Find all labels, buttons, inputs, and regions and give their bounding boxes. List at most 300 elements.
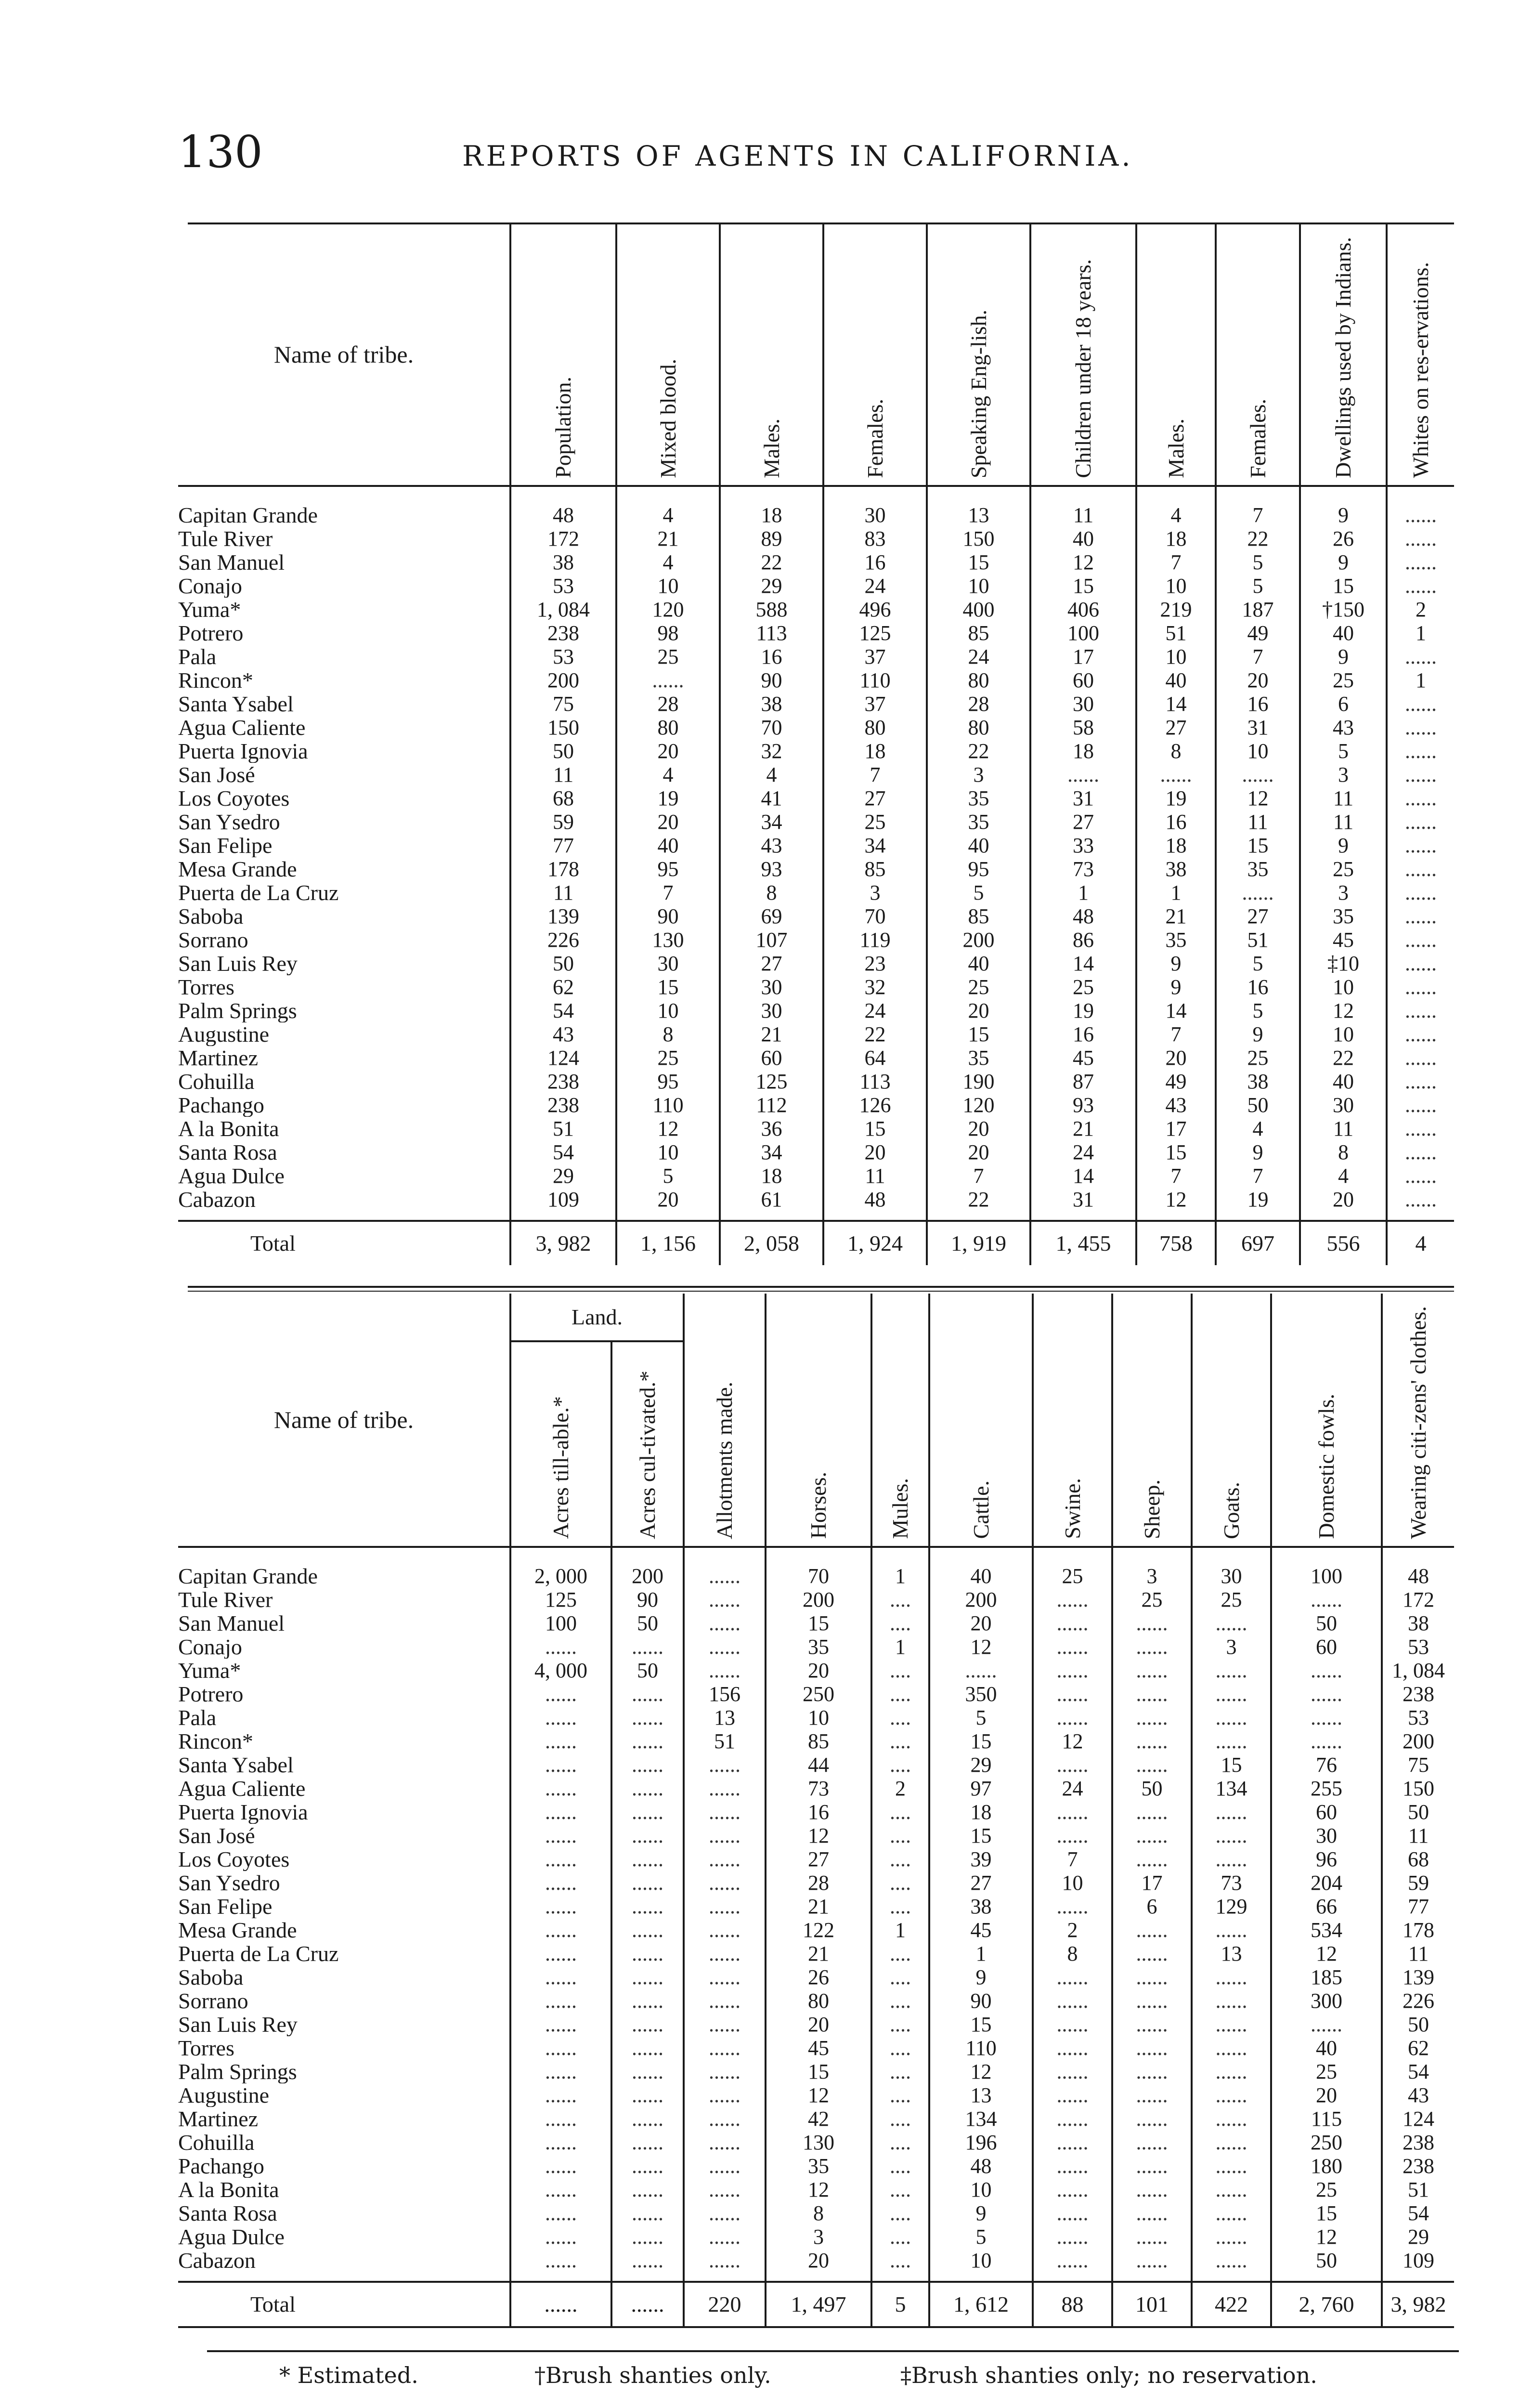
table-cell: ...... (510, 1729, 611, 1753)
table-cell: 48 (1030, 904, 1136, 928)
table-cell: ...... (510, 1942, 611, 1965)
table-cell: 9 (929, 2201, 1033, 2225)
table-cell: 1, 084 (510, 598, 616, 621)
table-cell: 100 (510, 1611, 611, 1635)
table-cell: ...... (684, 2249, 766, 2282)
table-cell: 42 (766, 2107, 871, 2131)
table-cell: 7 (1136, 1164, 1216, 1188)
table-cell: ...... (1192, 1918, 1271, 1942)
table-cell: ...... (1192, 1706, 1271, 1729)
table-cell: 12 (1271, 1942, 1382, 1965)
table-cell: ...... (1033, 1965, 1112, 1989)
table-cell: ...... (1033, 1588, 1112, 1611)
table-cell: 29 (929, 1753, 1033, 1777)
table-cell: 20 (927, 1140, 1030, 1164)
table-cell: 27 (720, 952, 823, 975)
table-cell: 122 (766, 1918, 871, 1942)
table-cell: 54 (510, 999, 616, 1022)
table-cell: ...... (684, 1659, 766, 1682)
table-cell: ...... (510, 1871, 611, 1895)
table-row (178, 1918, 1454, 1942)
footnote-estimated: * Estimated. (279, 2362, 418, 2388)
table-cell: 95 (616, 857, 720, 881)
table-cell: 150 (1382, 1777, 1454, 1800)
table-cell: 1 (1387, 621, 1454, 645)
table-cell: 89 (720, 527, 823, 550)
table-cell: 17 (1030, 645, 1136, 668)
table-cell: ...... (1112, 1611, 1192, 1635)
table-cell: 130 (766, 2131, 871, 2154)
table-cell: 48 (823, 1188, 927, 1221)
table-row (178, 1588, 1454, 1611)
tribe-name-cell: Mesa Grande (178, 857, 297, 881)
table-row (178, 786, 1454, 810)
table-cell: 20 (616, 739, 720, 763)
table-cell: ...... (684, 2154, 766, 2178)
table-cell: ...... (611, 1847, 684, 1871)
table-cell: ...... (1112, 2178, 1192, 2201)
table-cell: 20 (1216, 668, 1300, 692)
table-cell: ...... (1387, 1188, 1454, 1221)
table-cell: 70 (823, 904, 927, 928)
table-cell: 80 (823, 716, 927, 739)
table-cell: 66 (1271, 1895, 1382, 1918)
table-cell: .... (871, 1611, 929, 1635)
table-cell: ...... (1271, 1706, 1382, 1729)
table-cell: 50 (1112, 1777, 1192, 1800)
table-cell: 80 (927, 716, 1030, 739)
table-cell: 80 (927, 668, 1030, 692)
table-cell: 30 (1300, 1093, 1387, 1117)
table-cell: 5 (1216, 574, 1300, 598)
table-cell: ...... (1192, 1611, 1271, 1635)
table-cell: ...... (1387, 1070, 1454, 1093)
table-cell: 3 (1300, 763, 1387, 786)
table-cell: ...... (929, 1659, 1033, 1682)
table-row (178, 928, 1454, 952)
table-cell: 34 (720, 1140, 823, 1164)
table-cell: ...... (1136, 763, 1216, 786)
col-header-sheep: Sheep. (1112, 1294, 1192, 1547)
table-cell: 125 (720, 1070, 823, 1093)
agriculture-table-body (178, 1547, 1454, 2327)
table-cell: ...... (510, 1847, 611, 1871)
table-cell: 18 (929, 1800, 1033, 1824)
table-cell: .... (871, 2249, 929, 2282)
table-cell: 20 (766, 1659, 871, 1682)
table-cell: 25 (616, 645, 720, 668)
table-cell: 112 (720, 1093, 823, 1117)
total-cell: 3, 982 (510, 1221, 616, 1265)
table-row (178, 2083, 1454, 2107)
table-cell: ...... (611, 1871, 684, 1895)
table-cell: 24 (823, 574, 927, 598)
table-cell: †150 (1300, 598, 1387, 621)
table-cell: 496 (823, 598, 927, 621)
population-table (178, 224, 1454, 1265)
tribe-name-cell: Pachango (178, 1093, 264, 1117)
table-row (178, 904, 1454, 928)
page-number: 130 (178, 126, 263, 178)
table-cell: 27 (1030, 810, 1136, 834)
table-cell: 15 (929, 1824, 1033, 1847)
table-row (178, 1895, 1454, 1918)
table-cell: .... (871, 1729, 929, 1753)
table-cell: ...... (611, 2201, 684, 2225)
table-cell: 2 (1387, 598, 1454, 621)
table-cell: 11 (1382, 1942, 1454, 1965)
table-cell: 98 (616, 621, 720, 645)
table-cell: 5 (929, 2225, 1033, 2249)
table-cell: ...... (510, 2083, 611, 2107)
table-divider-rule (188, 1286, 1454, 1288)
table-cell: 100 (1271, 1547, 1382, 1588)
table-cell: 20 (766, 2013, 871, 2036)
table-cell: 21 (766, 1942, 871, 1965)
table-cell: .... (871, 1871, 929, 1895)
table-cell: 12 (1216, 786, 1300, 810)
col-header-acres-cultivated: Acres cul-tivated.* (611, 1341, 684, 1546)
tribe-name-cell: San Ysedro (178, 1871, 280, 1895)
table-cell: 180 (1271, 2154, 1382, 2178)
table-row (178, 1706, 1454, 1729)
table-cell: .... (871, 2225, 929, 2249)
table-row (178, 999, 1454, 1022)
table-cell: 200 (611, 1547, 684, 1588)
table-cell: 13 (1192, 1942, 1271, 1965)
table-cell: ...... (611, 1989, 684, 2013)
table-cell: 38 (1382, 1611, 1454, 1635)
table-cell: 50 (1382, 1800, 1454, 1824)
table-cell: 35 (1300, 904, 1387, 928)
table-cell: ...... (684, 1588, 766, 1611)
table-cell: 25 (1300, 857, 1387, 881)
total-row (178, 1221, 1454, 1265)
col-header-population: Population. (510, 224, 616, 486)
col-header-domestic-fowls: Domestic fowls. (1271, 1294, 1382, 1547)
table-cell: ...... (1112, 1847, 1192, 1871)
table-cell: 200 (927, 928, 1030, 952)
table-row (178, 2249, 1454, 2282)
table-cell: 25 (1192, 1588, 1271, 1611)
tribe-name-cell: Pala (178, 1705, 217, 1729)
col-header-horses: Horses. (766, 1294, 871, 1547)
table-row (178, 1611, 1454, 1635)
table-cell: 156 (684, 1682, 766, 1706)
tribe-name-cell: Agua Dulce (178, 1164, 285, 1188)
table-cell: ...... (1387, 999, 1454, 1022)
tribe-name-cell: Potrero (178, 1682, 244, 1706)
table-row (178, 2060, 1454, 2083)
col-header-acres-tillable: Acres till-able.* (510, 1341, 611, 1546)
table-row (178, 550, 1454, 574)
table-cell: ...... (611, 2154, 684, 2178)
table-cell: 14 (1030, 952, 1136, 975)
table-cell: 406 (1030, 598, 1136, 621)
table-row (178, 2201, 1454, 2225)
table-cell: 20 (927, 999, 1030, 1022)
table-cell: ...... (1112, 2131, 1192, 2154)
table-cell: 6 (1112, 1895, 1192, 1918)
table-cell: 25 (1216, 1046, 1300, 1070)
tribe-name-cell: Palm Springs (178, 998, 297, 1022)
tribe-name-cell: Los Coyotes (178, 1847, 290, 1871)
table-cell: 20 (1300, 1188, 1387, 1221)
table-cell: ...... (1192, 1800, 1271, 1824)
table-cell: 226 (1382, 1989, 1454, 2013)
table-cell: ...... (1112, 2013, 1192, 2036)
footnote-brush-shanties: †Brush shanties only. (534, 2362, 771, 2388)
table-cell: 124 (1382, 2107, 1454, 2131)
table-cell: 18 (1136, 527, 1216, 550)
table-cell: 9 (1216, 1022, 1300, 1046)
table-row (178, 1164, 1454, 1188)
table-cell: 3 (766, 2225, 871, 2249)
table-row (178, 2131, 1454, 2154)
table-cell: ‡10 (1300, 952, 1387, 975)
table-row (178, 2178, 1454, 2201)
table-cell: 21 (1030, 1117, 1136, 1140)
table-cell: 90 (616, 904, 720, 928)
table-cell: 19 (1030, 999, 1136, 1022)
tribe-name-cell: Agua Caliente (178, 715, 306, 739)
table-cell: 85 (927, 621, 1030, 645)
table-cell: 32 (823, 975, 927, 999)
table-cell: 20 (1136, 1046, 1216, 1070)
col-header-mules: Mules. (871, 1294, 929, 1547)
table-cell: 185 (1271, 1965, 1382, 1989)
table-cell: ...... (1387, 550, 1454, 574)
table-cell: 35 (927, 1046, 1030, 1070)
table-cell: 21 (616, 527, 720, 550)
tribe-name-cell: San Felipe (178, 1894, 273, 1918)
table-cell: ...... (1216, 763, 1300, 786)
table-cell: 18 (720, 486, 823, 527)
tribe-name-cell: Potrero (178, 621, 244, 645)
table-cell: 50 (1271, 1611, 1382, 1635)
tribe-name-cell: San José (178, 1823, 255, 1847)
table-row (178, 598, 1454, 621)
table-cell: 30 (720, 999, 823, 1022)
table-cell: ...... (1112, 1635, 1192, 1659)
table-cell: 21 (766, 1895, 871, 1918)
table-cell: 49 (1216, 621, 1300, 645)
table-cell: 70 (766, 1547, 871, 1588)
tribe-name-cell: Pachango (178, 2154, 264, 2178)
table-cell: 31 (1030, 1188, 1136, 1221)
table-cell: 10 (1300, 975, 1387, 999)
table-cell: ...... (684, 1895, 766, 1918)
table-cell: 90 (720, 668, 823, 692)
table-cell: 80 (766, 1989, 871, 2013)
table-cell: 90 (929, 1989, 1033, 2013)
table-cell: 27 (1136, 716, 1216, 739)
table-cell: 1 (871, 1547, 929, 1588)
table-cell: 60 (1030, 668, 1136, 692)
table-cell: ...... (684, 2131, 766, 2154)
table-cell: 11 (823, 1164, 927, 1188)
table-cell: ...... (1112, 2201, 1192, 2225)
table-cell: ...... (1387, 786, 1454, 810)
table-cell: ...... (1387, 1022, 1454, 1046)
table-cell: ...... (1112, 1918, 1192, 1942)
table-cell: 28 (927, 692, 1030, 716)
table-row (178, 857, 1454, 881)
table-cell: 124 (510, 1046, 616, 1070)
tribe-name-cell: San Luis Rey (178, 951, 298, 975)
table-cell: 58 (1030, 716, 1136, 739)
table-cell: ...... (510, 1965, 611, 1989)
tribe-name-cell: Santa Ysabel (178, 1753, 294, 1777)
table-cell: ...... (1387, 857, 1454, 881)
table-cell: ...... (1033, 2107, 1112, 2131)
table-row (178, 2107, 1454, 2131)
table-cell: 43 (1136, 1093, 1216, 1117)
table-cell: ...... (1387, 486, 1454, 527)
table-row (178, 1800, 1454, 1824)
table-cell: .... (871, 2036, 929, 2060)
table-cell: 45 (1300, 928, 1387, 952)
table-cell: 85 (823, 857, 927, 881)
table-cell: ...... (1216, 881, 1300, 904)
table-cell: ...... (1192, 1847, 1271, 1871)
table-cell: ...... (611, 1753, 684, 1777)
table-cell: 16 (720, 645, 823, 668)
table-cell: 109 (1382, 2249, 1454, 2282)
table-cell: 12 (1271, 2225, 1382, 2249)
tribe-name-cell: Santa Rosa (178, 2201, 277, 2225)
table-cell: 1 (1030, 881, 1136, 904)
table-cell: ...... (1271, 2013, 1382, 2036)
table-cell: 110 (616, 1093, 720, 1117)
tribe-name-cell: Santa Ysabel (178, 692, 294, 716)
table-cell: 50 (611, 1659, 684, 1682)
table-cell: 10 (616, 999, 720, 1022)
table-cell: 32 (720, 739, 823, 763)
table-cell: .... (871, 2060, 929, 2083)
table-cell: ...... (1387, 1046, 1454, 1070)
table-cell: ...... (510, 2201, 611, 2225)
table-cell: 8 (1033, 1942, 1112, 1965)
table-cell: 3 (1192, 1635, 1271, 1659)
table-cell: .... (871, 2013, 929, 2036)
table-cell: 19 (1136, 786, 1216, 810)
table-cell: 110 (929, 2036, 1033, 2060)
table-cell: 4 (616, 486, 720, 527)
table-cell: 53 (510, 645, 616, 668)
table-cell: 29 (1382, 2225, 1454, 2249)
table-cell: ...... (1192, 2060, 1271, 2083)
table-cell: 9 (1300, 486, 1387, 527)
table-cell: 119 (823, 928, 927, 952)
total-cell: 697 (1216, 1221, 1300, 1265)
col-header-mixed-blood: Mixed blood. (616, 224, 720, 486)
table-cell: 5 (1216, 952, 1300, 975)
table-cell: 1, 084 (1382, 1659, 1454, 1682)
table-cell: 25 (1300, 668, 1387, 692)
col-header-children-females: Females. (1216, 224, 1300, 486)
table-cell: 219 (1136, 598, 1216, 621)
table-cell: ...... (1033, 1800, 1112, 1824)
table-cell: 10 (1136, 574, 1216, 598)
table-cell: ...... (510, 1635, 611, 1659)
tribe-name-cell: Santa Rosa (178, 1140, 277, 1164)
table-cell: 3 (927, 763, 1030, 786)
table-cell: 50 (1271, 2249, 1382, 2282)
table-cell: 51 (1136, 621, 1216, 645)
tribe-name-cell: A la Bonita (178, 1116, 279, 1140)
table-cell: 5 (927, 881, 1030, 904)
table-row (178, 1188, 1454, 1221)
table-cell: 62 (510, 975, 616, 999)
table-cell: 7 (823, 763, 927, 786)
col-header-females: Females. (823, 224, 927, 486)
table-cell: ...... (1030, 763, 1136, 786)
table-row (178, 2036, 1454, 2060)
table-cell: 15 (1271, 2201, 1382, 2225)
table-cell: 26 (766, 1965, 871, 1989)
table-cell: ...... (1112, 1659, 1192, 1682)
table-cell: 22 (1300, 1046, 1387, 1070)
table-cell: ...... (1033, 2225, 1112, 2249)
table-cell: ...... (1033, 1682, 1112, 1706)
table-cell: 25 (1030, 975, 1136, 999)
table-cell: 38 (1216, 1070, 1300, 1093)
table-cell: 38 (929, 1895, 1033, 1918)
total-cell: 4 (1387, 1221, 1454, 1265)
table-cell: ...... (1387, 810, 1454, 834)
table-cell: ...... (1033, 1989, 1112, 2013)
table-cell: .... (871, 1847, 929, 1871)
col-group-land: Land. (510, 1294, 684, 1341)
table-row (178, 486, 1454, 527)
table-cell: ...... (510, 2036, 611, 2060)
table-cell: 15 (616, 975, 720, 999)
table-row (178, 1046, 1454, 1070)
table-cell: 120 (927, 1093, 1030, 1117)
table-cell: 178 (510, 857, 616, 881)
tribe-name-cell: Cohuilla (178, 2130, 255, 2154)
table-cell: 12 (616, 1117, 720, 1140)
table-cell: 25 (1271, 2178, 1382, 2201)
table-cell: ...... (684, 2225, 766, 2249)
table-cell: ...... (1192, 1989, 1271, 2013)
table-cell: 31 (1030, 786, 1136, 810)
table-cell: 43 (1300, 716, 1387, 739)
table-cell: 5 (1216, 550, 1300, 574)
table-row (178, 1753, 1454, 1777)
table-cell: ...... (510, 1989, 611, 2013)
tribe-name-cell: Conajo (178, 574, 242, 598)
tribe-name-cell: Agua Dulce (178, 2225, 285, 2249)
col-header-children-males: Males. (1136, 224, 1216, 486)
table-cell: 113 (720, 621, 823, 645)
table-cell: 200 (510, 668, 616, 692)
table-cell: 15 (766, 2060, 871, 2083)
col-header-males: Males. (720, 224, 823, 486)
table-cell: 11 (1300, 786, 1387, 810)
table-cell: 7 (1136, 550, 1216, 574)
table-cell: 60 (720, 1046, 823, 1070)
table-cell: 21 (720, 1022, 823, 1046)
tribe-name-cell: Augustine (178, 1022, 270, 1046)
total-cell: 220 (684, 2282, 766, 2327)
table-cell: 238 (1382, 2154, 1454, 2178)
table-cell: ...... (1192, 2107, 1271, 2131)
table-cell: 8 (1136, 739, 1216, 763)
table-cell: 16 (1216, 975, 1300, 999)
table-row (178, 763, 1454, 786)
